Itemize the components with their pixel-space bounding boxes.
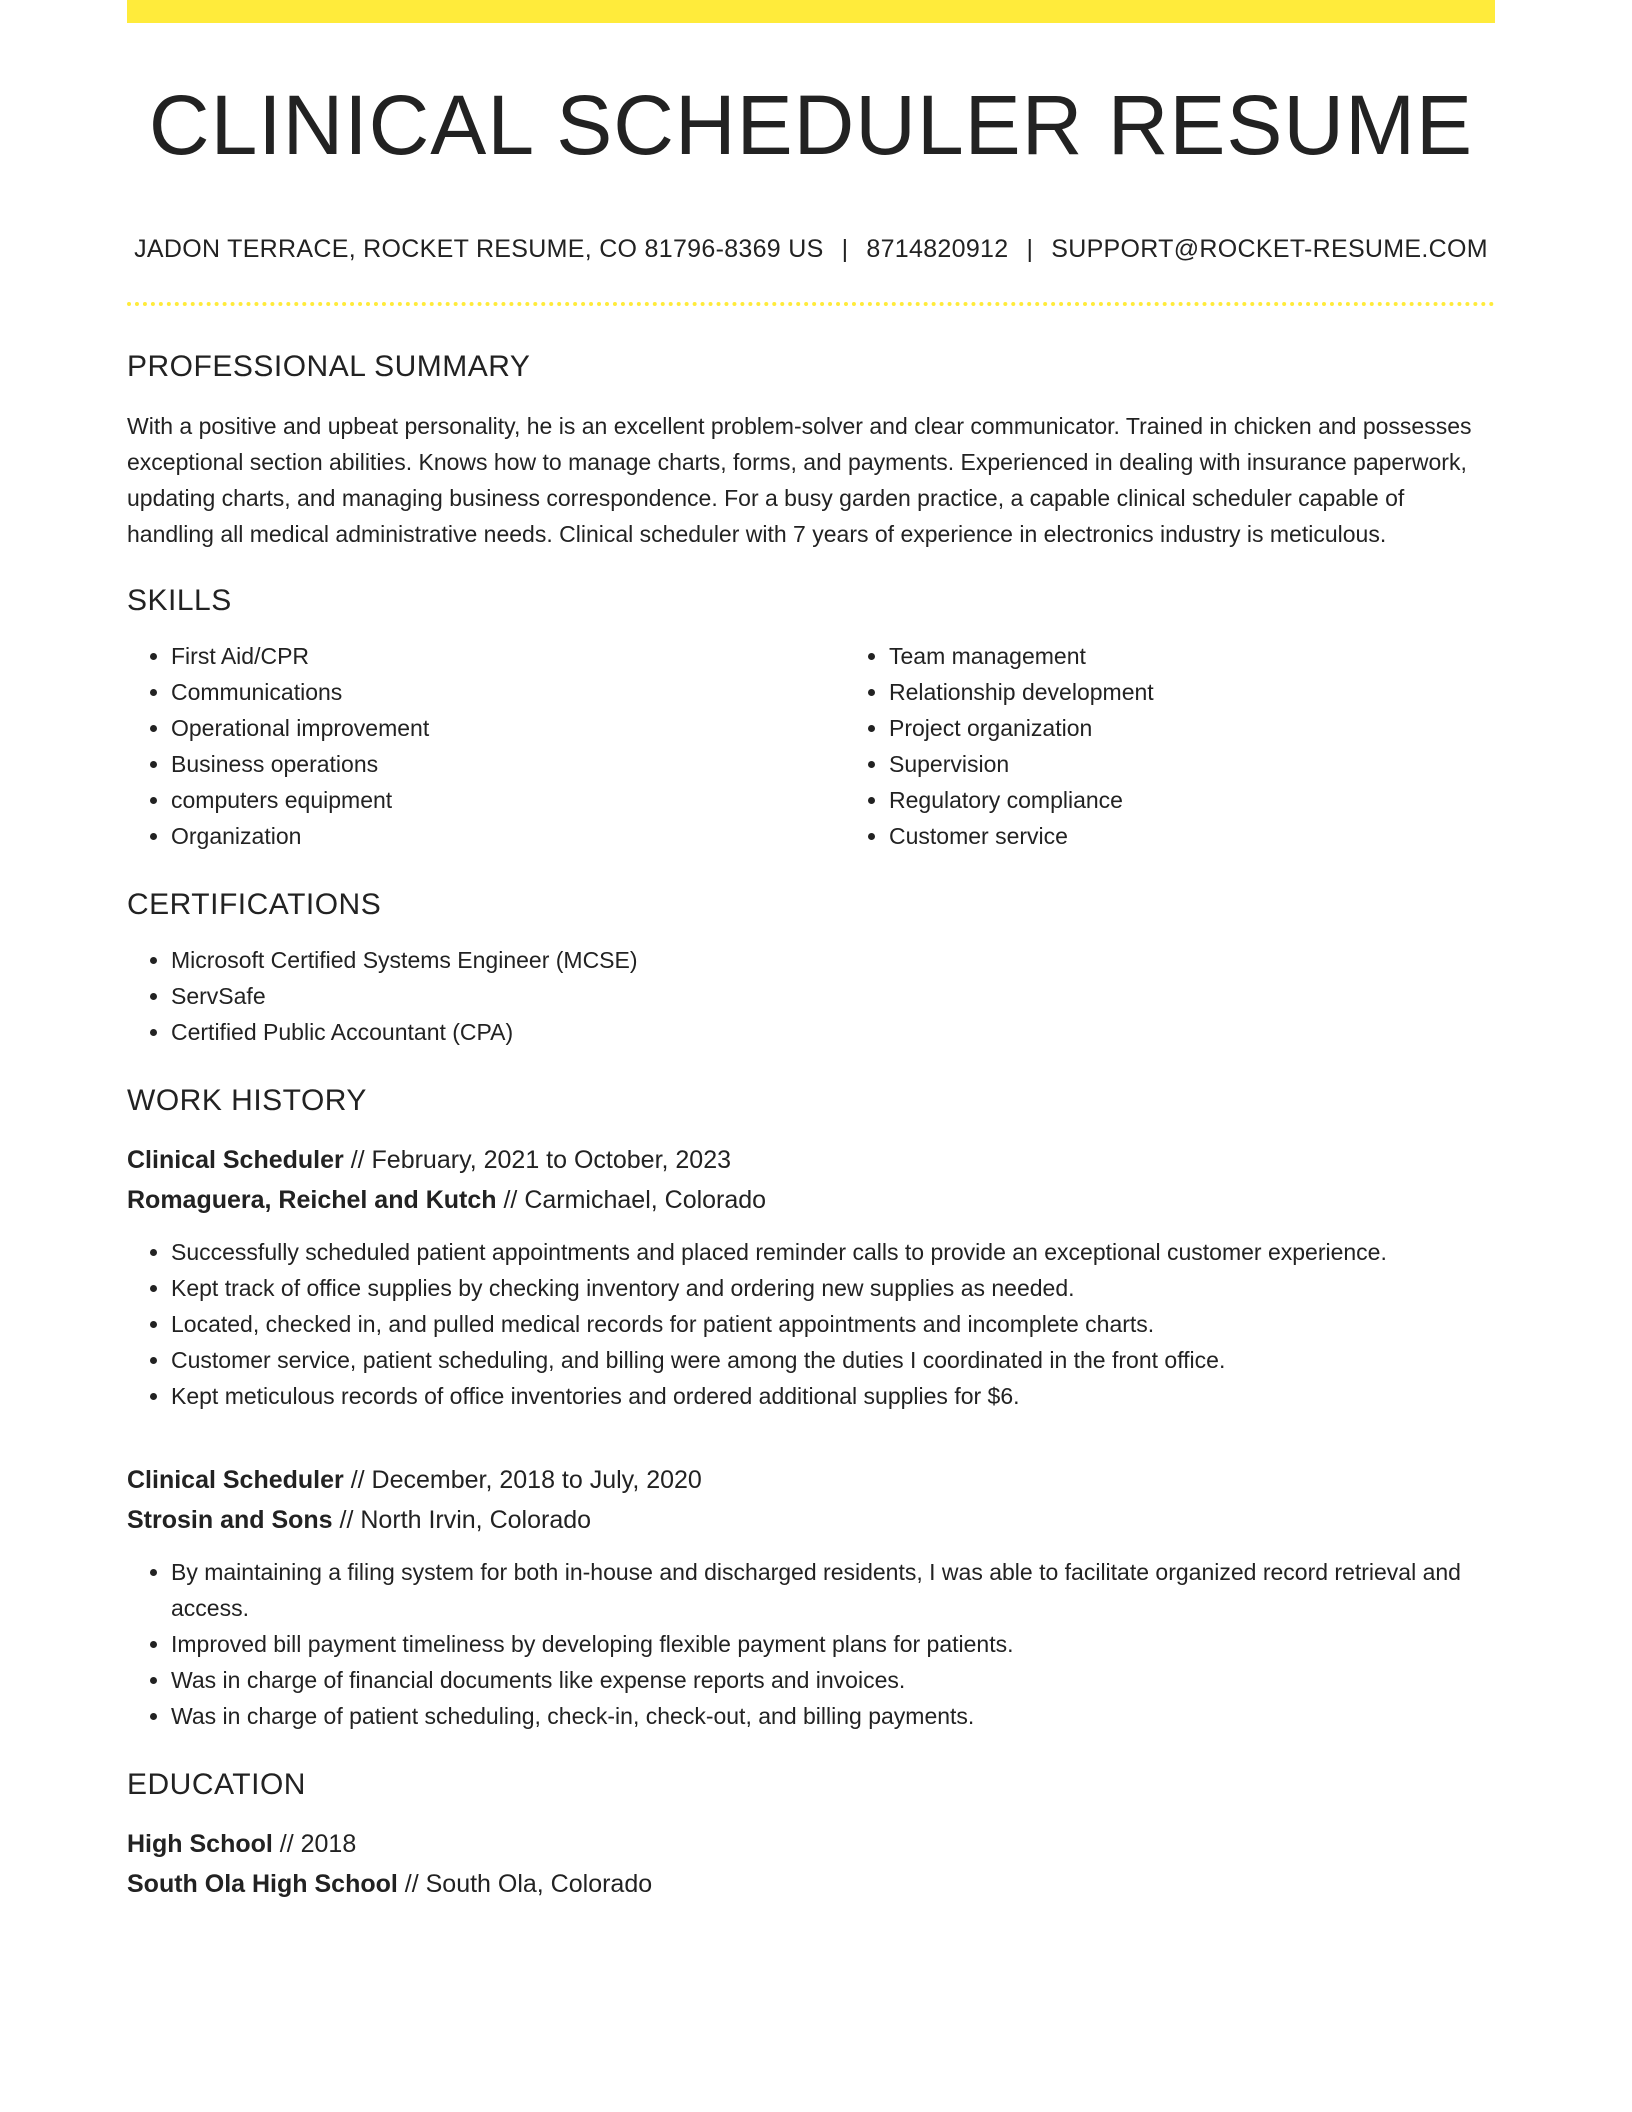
job-title-line [127, 1140, 1495, 1180]
skill-item: • Relationship development [889, 674, 1563, 710]
skill-item: • Business operations [171, 746, 845, 782]
skill-item: • Team management [889, 638, 1563, 674]
work-history-heading: WORK HISTORY [127, 1084, 367, 1117]
job-bullet: • By maintaining a filing system for both in-house and discharged residents, I was able to facilitate organized record retrieval and access. [171, 1554, 1495, 1626]
dotted-divider [127, 302, 1495, 306]
education-degree-line [127, 1824, 1495, 1864]
job-bullets [127, 1554, 1495, 1734]
job-title-line [127, 1460, 1495, 1500]
job-location: // Carmichael, Colorado [496, 1186, 767, 1214]
summary-heading: PROFESSIONAL SUMMARY [127, 350, 531, 383]
education-degree: High School [127, 1830, 273, 1858]
contact-address: JADON TERRACE, ROCKET RESUME, CO 81796-8369 US [134, 235, 824, 263]
contact-email: SUPPORT@ROCKET-RESUME.COM [1051, 235, 1488, 263]
job-bullet: • Customer service, patient scheduling, and billing were among the duties I coordinated in the front office. [171, 1342, 1495, 1378]
job-company: Romaguera, Reichel and Kutch [127, 1186, 497, 1214]
contact-separator: | [1026, 235, 1034, 263]
resume-title: CLINICAL SCHEDULER RESUME [148, 78, 1474, 172]
job-bullets [127, 1234, 1495, 1414]
job-title: Clinical Scheduler [127, 1466, 344, 1494]
skills-grid [127, 616, 1495, 854]
skill-item: • Customer service [889, 818, 1563, 854]
education-entry [127, 1824, 1495, 1904]
job-entry [127, 1460, 1495, 1734]
education-school-line [127, 1864, 1495, 1904]
job-location: // North Irvin, Colorado [332, 1506, 592, 1534]
education-school: South Ola High School [127, 1870, 398, 1898]
education-year: // 2018 [272, 1830, 357, 1858]
skill-item: • Project organization [889, 710, 1563, 746]
job-bullet: • Kept meticulous records of office inventories and ordered additional supplies for $6. [171, 1378, 1495, 1414]
certifications-heading: CERTIFICATIONS [127, 888, 382, 921]
skills-list-right [845, 638, 1563, 854]
job-bullet: • Kept track of office supplies by checking inventory and ordering new supplies as needed. [171, 1270, 1495, 1306]
skill-item: • Regulatory compliance [889, 782, 1563, 818]
resume-page [127, 0, 1495, 1904]
education-heading: EDUCATION [127, 1768, 306, 1801]
contact-line [127, 237, 1495, 262]
skills-heading: SKILLS [127, 584, 232, 617]
certification-item: • Certified Public Accountant (CPA) [171, 1014, 1495, 1050]
skills-list-left [127, 638, 845, 854]
job-bullet: • Located, checked in, and pulled medical records for patient appointments and incomplete charts. [171, 1306, 1495, 1342]
skill-item: • Operational improvement [171, 710, 845, 746]
job-title: Clinical Scheduler [127, 1146, 344, 1174]
job-dates: // December, 2018 to July, 2020 [343, 1466, 702, 1494]
certifications-list [127, 942, 1495, 1050]
skill-item: • Communications [171, 674, 845, 710]
job-company: Strosin and Sons [127, 1506, 333, 1534]
job-company-line [127, 1500, 1495, 1540]
education-location: // South Ola, Colorado [397, 1870, 653, 1898]
job-bullet: • Was in charge of financial documents like expense reports and invoices. [171, 1662, 1495, 1698]
top-accent-bar [127, 0, 1495, 23]
skill-item: • Organization [171, 818, 845, 854]
contact-separator: | [841, 235, 849, 263]
job-bullet: • Was in charge of patient scheduling, check-in, check-out, and billing payments. [171, 1698, 1495, 1734]
job-bullet: • Improved bill payment timeliness by developing flexible payment plans for patients. [171, 1626, 1495, 1662]
job-dates: // February, 2021 to October, 2023 [343, 1146, 732, 1174]
skill-item: • First Aid/CPR [171, 638, 845, 674]
skill-item: • computers equipment [171, 782, 845, 818]
job-bullet: • Successfully scheduled patient appointments and placed reminder calls to provide an exceptional customer experience. [171, 1234, 1495, 1270]
summary-text: With a positive and upbeat personality, he is an excellent problem-solver and clear communicator. Trained in chicken and possesses exceptional section abilities. Knows how to manage charts, forms, and payments. Experienced in dealing with insurance paperwork, updating charts, and managing business correspondence. For a busy garden practice, a capable clinical scheduler capable of handling all medical administrative needs. Clinical scheduler with 7 years of experience in electronics industry is meticulous. [127, 413, 1472, 547]
skill-item: • Supervision [889, 746, 1563, 782]
certification-item: • Microsoft Certified Systems Engineer (MCSE) [171, 942, 1495, 978]
job-company-line [127, 1180, 1495, 1220]
job-entry [127, 1140, 1495, 1414]
certification-item: • ServSafe [171, 978, 1495, 1014]
contact-phone: 8714820912 [866, 235, 1009, 263]
